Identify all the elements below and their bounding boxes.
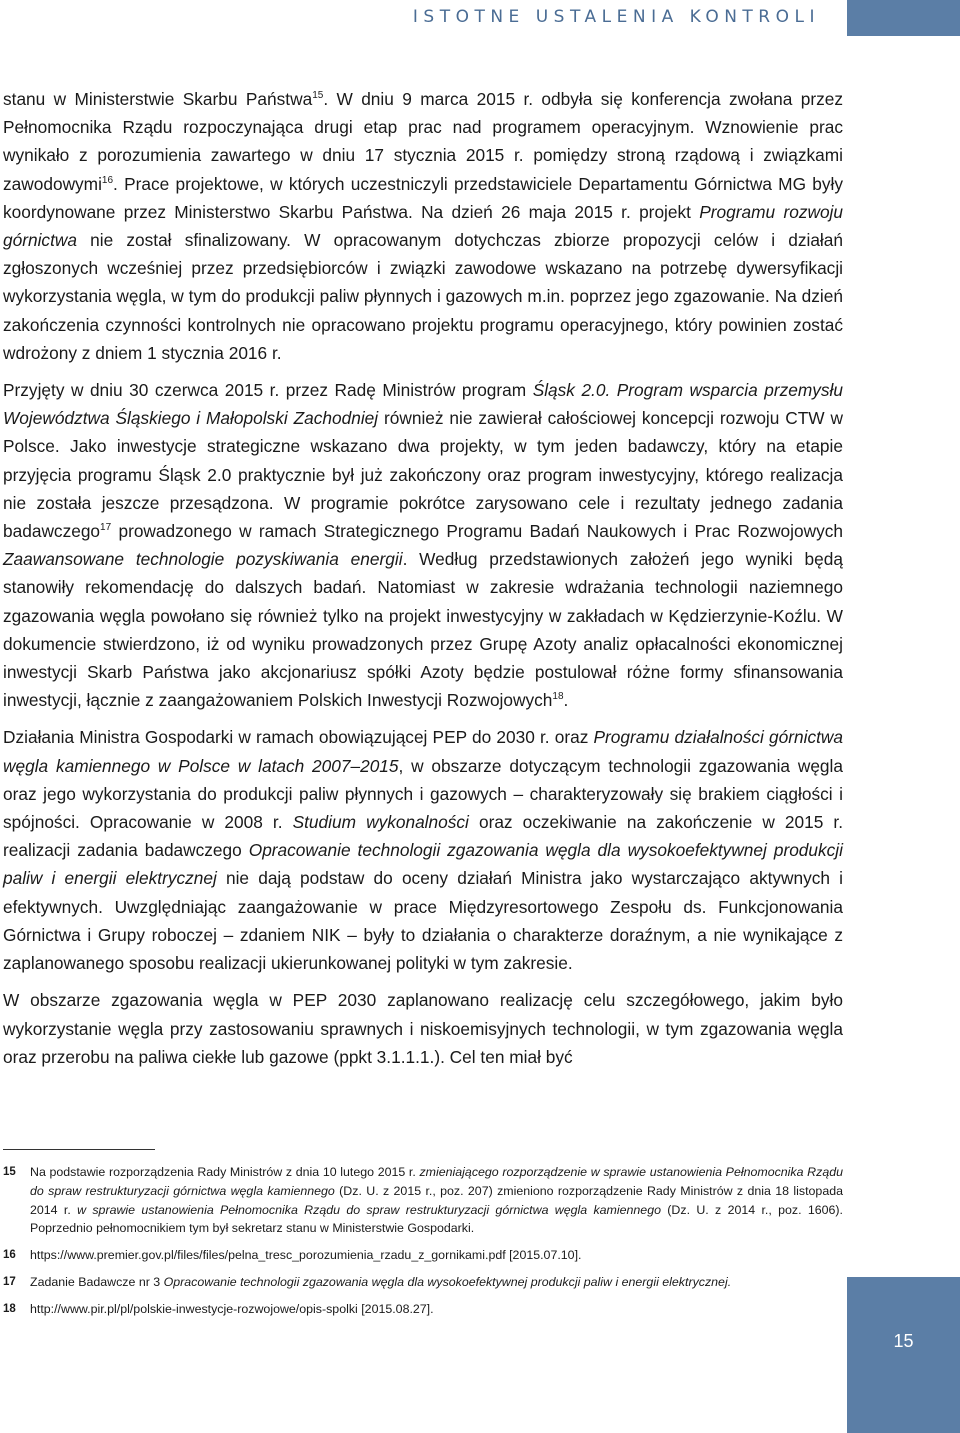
footnote: [3, 1300, 843, 1319]
text-run: (Dz. U. z 2014 r., poz. 1606). Poprzednio pełnomocnikiem tym był sekretarz stanu w Ministerstwie Gospodarki.: [30, 1202, 843, 1236]
footnote-number: 16: [3, 1249, 16, 1262]
text-run: prowadzonego w ramach Strategicznego Programu Badań Naukowych i Prac Rozwojowych: [111, 521, 843, 542]
text-run: . Prace projektowe, w których uczestniczyli przedstawiciele Departamentu Górnictwa MG były koordynowane przez Ministerstwo Skarbu Państwa. Na dzień 26 maja 2015 r. projekt: [3, 173, 843, 222]
footnote: [3, 1246, 843, 1265]
italic-text: Zaawansowane technologie pozyskiwania energii: [3, 549, 403, 570]
italic-text: Opracowanie technologii zgazowania węgla dla wysokoefektywnej produkcji paliw i energii elektrycznej: [3, 840, 843, 889]
page-number-block: [847, 1277, 960, 1433]
paragraph: [3, 986, 843, 1071]
text-run: Na podstawie rozporządzenia Rady Ministrów z dnia 10 lutego 2015 r.: [30, 1165, 420, 1179]
paragraph: [3, 376, 843, 714]
footnote-divider: [3, 1149, 155, 1150]
text-run: .: [563, 690, 569, 711]
text-run: stanu w Ministerstwie Skarbu Państwa: [3, 89, 313, 109]
text-run: oraz oczekiwanie na zakończenie w 2015 r. realizacji zadania badawczego: [3, 812, 844, 861]
footnote-ref: 18: [552, 691, 564, 703]
italic-text: Opracowanie technologii zgazowania węgla dla wysokoefektywnej produkcji paliw i energii elektrycznej.: [163, 1274, 732, 1289]
footnote-number: 15: [3, 1166, 16, 1178]
footnote-link[interactable]: [30, 1246, 843, 1265]
main-text: [3, 85, 843, 1071]
footnote-text: [30, 1273, 843, 1292]
footnotes: [3, 1163, 843, 1327]
text-run: . W dniu 9 marca 2015 r. odbyła się konferencja zwołana przez Pełnomocnika Rządu rozpoczynająca drugi etap prac nad programem operacyjnym. Wznowienie prac wynikało z porozumienia zawartego w dniu 17 stycznia 2015 r. pomiędzy stroną rządową i związkami zawodowymi: [3, 89, 843, 194]
section-title: ISTOTNE USTALENIA KONTROLI: [412, 7, 820, 27]
paragraph: [3, 723, 843, 977]
text-run: również nie zawierał całościowej koncepcji rozwoju CTW w Polsce. Jako inwestycje strategiczne wskazano dwa projekty, w tym jeden badawczy, który na etapie przyjęcia programu Śląsk 2.0 praktycznie był już zakończony oraz program inwestycyjny, którego realizacja nie została jeszcze przesądzona. W programie pokrótce zarysowano cele i rezultaty jednego zadania badawczego: [3, 408, 843, 542]
text-run: nie dają podstaw do oceny działań Ministra jako wystarczająco aktywnych i efektywnych. Uwzględniając zaangażowanie w prace Międzyresortowego Zespołu ds. Funkcjonowania Górnictwa i Grupy roboczej – zdaniem NIK – były to działania o charakterze doraźnym, a nie wynikające z zaplanowanego sposobu realizacji ukierunkowanej polityki w tym zakresie.: [3, 868, 844, 974]
text-run: (Dz. U. z 2015 r., poz. 207) zmieniono rozporządzenie Rady Ministrów z dnia 18 listopada 2014 r.: [30, 1183, 843, 1217]
italic-text: Studium wykonalności: [292, 812, 469, 833]
footnote-ref: 16: [101, 174, 114, 186]
text-run: , w obszarze dotyczącym technologii zgazowania węgla oraz jego wykorzystania do produkcji paliw płynnych i gazowych – charakteryzowały się brakiem ciągłości i spójności. Opracowanie w 2008 r.: [3, 755, 843, 833]
text-run: nie został sfinalizowany. W opracowanym dotychczas zbiorze propozycji celów i działań zgłoszonych wcześniej przez przedsiębiorców i związki zawodowe wskazano na potrzebę dywersyfikacji wykorzystania węgla, w tym do produkcji paliw płynnych i gazowych m.in. poprzez jego zgazowanie. Na dzień zakończenia czynności kontrolnych nie opracowano projektu programu operacyjnego, który powinien zostać wdrożony z dniem 1 stycznia 2016 r.: [3, 230, 843, 363]
footnote-link[interactable]: [30, 1300, 843, 1319]
paragraph: [3, 85, 843, 367]
footnote: [3, 1273, 843, 1292]
footnote-ref: 15: [312, 90, 324, 101]
text-run: . Według przedstawionych założeń jego wyniki będą stanowiły rekomendację do dalszych badań. Natomiast w zakresie wdrażania technologii naziemnego zgazowania węgla powołano się również tylko na projekt inwestycyjny w zakładach w Kędzierzynie-Koźlu. W dokumencie stwierdzono, iż od wyniku prowadzonych przez Grupę Azoty analiz opłacalności ekonomicznej inwestycji Skarb Państwa jako akcjonariusz spółki Azoty będzie postulował różne formy sfinansowania inwestycji, łącznie z zaangażowaniem Polskich Inwestycji Rozwojowych: [3, 549, 844, 711]
footnote-ref: 17: [100, 522, 112, 534]
italic-text: zmieniającego rozporządzenie w sprawie ustanowienia Pełnomocnika Rządu do spraw restrukturyzacji górnictwa węgla kamiennego: [30, 1165, 843, 1198]
text-run: Przyjęty w dniu 30 czerwca 2015 r. przez Radę Ministrów program: [3, 380, 533, 401]
footnote-number: 18: [3, 1302, 16, 1315]
footnote-number: 17: [3, 1275, 16, 1288]
footnote-text: [30, 1163, 843, 1238]
footnote: [3, 1163, 843, 1238]
text-run: Działania Ministra Gospodarki w ramach obowiązującej PEP do 2030 r. oraz: [3, 727, 594, 748]
text-run: https://www.premier.gov.pl/files/files/pelna_tresc_porozumienia_rzadu_z_gornikami.pdf [2015.07.10].: [30, 1248, 582, 1263]
italic-text: Śląsk 2.0. Program wsparcia przemysłu Województwa Śląskiego i Małopolski Zachodniej: [3, 380, 843, 429]
italic-text: Programu działalności górnictwa węgla kamiennego w Polsce w latach 2007–2015: [3, 727, 844, 776]
page-number: 15: [893, 1331, 914, 1351]
text-run: W obszarze zgazowania węgla w PEP 2030 zaplanowano realizację celu szczegółowego, jakim było wykorzystanie węgla przy zastosowaniu sprawnych i niskoemisyjnych technologii, w tym zgazowania węgla oraz przerobu na paliwa ciekłe lub gazowe (ppkt 3.1.1.1.). Cel ten miał być: [3, 990, 843, 1067]
italic-text: w sprawie ustanowienia Pełnomocnika Rządu do spraw restrukturyzacji górnictwa węgla kamiennego: [77, 1202, 661, 1217]
text-run: Zadanie Badawcze nr 3: [30, 1274, 164, 1289]
header-color-block: [847, 0, 960, 36]
page-header: [0, 0, 960, 36]
text-run: http://www.pir.pl/pl/polskie-inwestycje-rozwojowe/opis-spolki [2015.08.27].: [30, 1301, 434, 1316]
italic-text: Programu rozwoju górnictwa: [3, 201, 843, 251]
